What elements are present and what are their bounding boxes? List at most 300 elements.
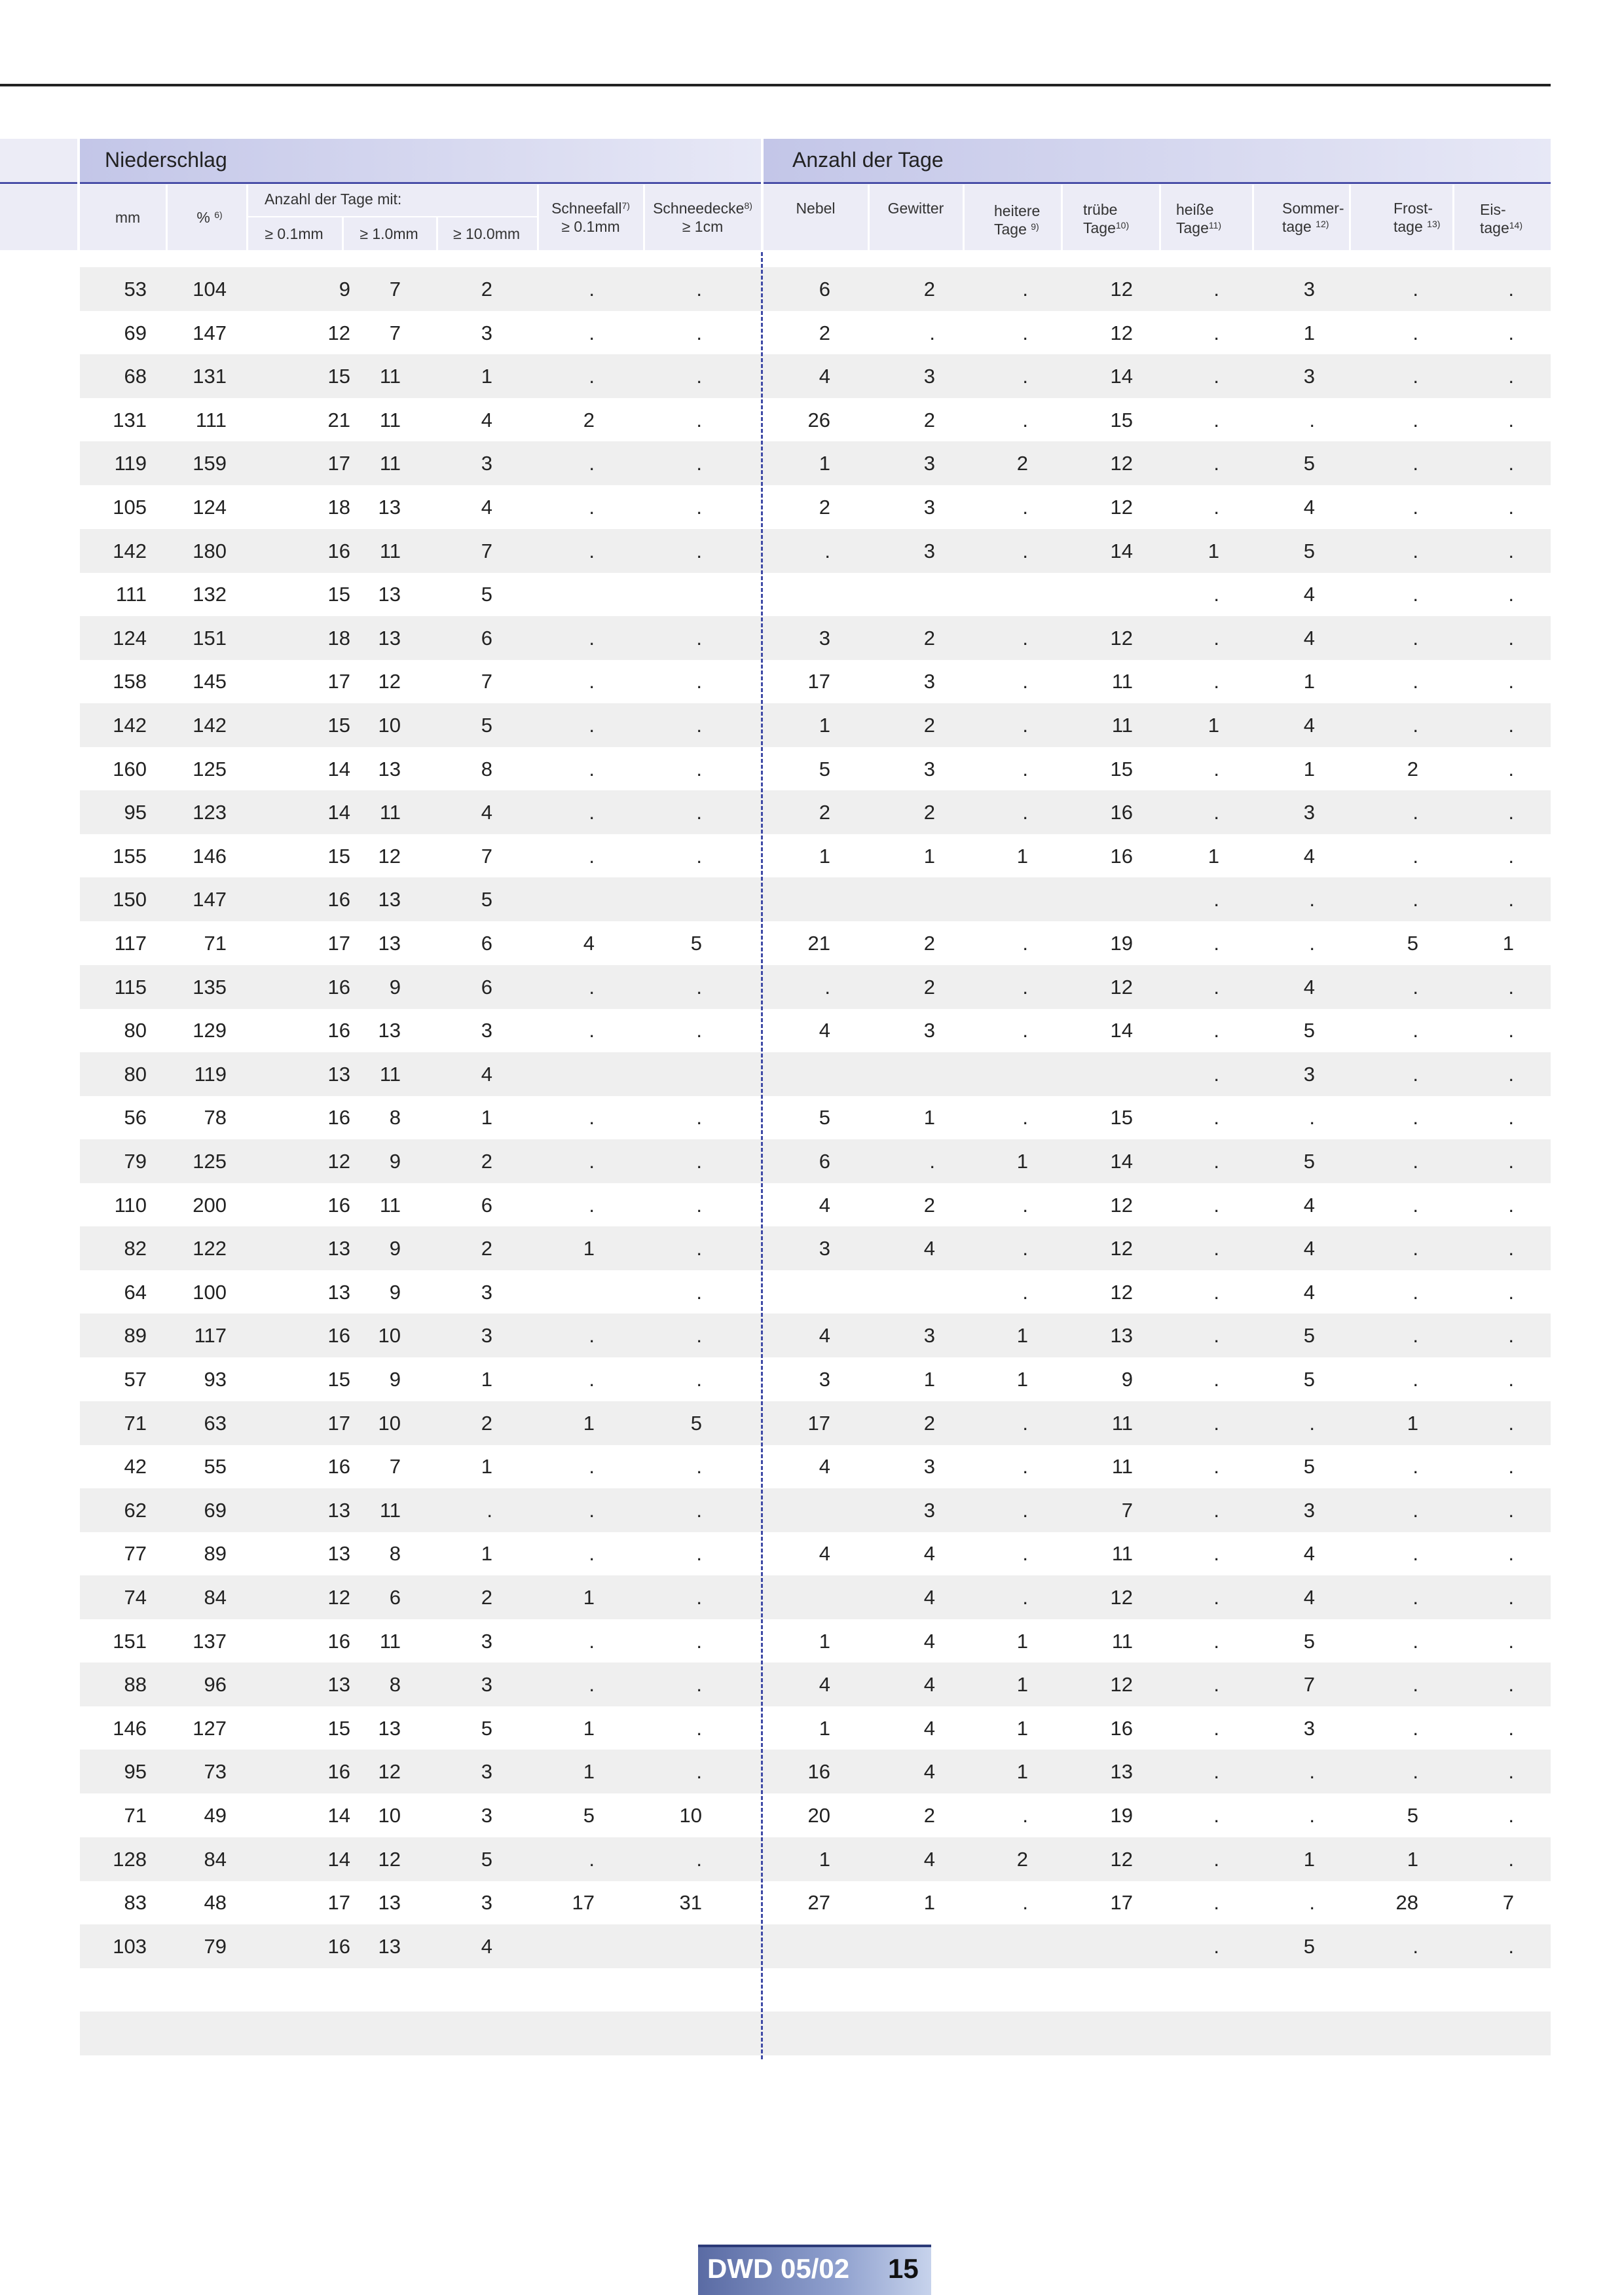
cell-ice-days: . [1508,975,1514,999]
cell-overcast-days: 19 [1110,1804,1133,1827]
cell-ge100: 1 [481,1455,492,1478]
cell-clear-days: . [1022,539,1028,562]
cell-summer-days: . [1309,1411,1315,1435]
table-row [80,703,1551,747]
cell-snowfall: . [589,452,595,475]
cell-ge01: 14 [327,1804,350,1827]
cell-snowcover: . [696,1716,702,1740]
cell-ge10: 7 [389,321,401,344]
cell-ge10: 10 [378,1804,401,1827]
cell-ge01: 13 [327,1498,350,1522]
cell-ice-days: . [1508,1324,1514,1348]
cell-clear-days: . [1022,1193,1028,1217]
cell-snowcover: 31 [679,1891,702,1915]
cell-clear-days: . [1022,1019,1028,1042]
cell-hot-days: . [1213,626,1219,650]
cell-overcast-days: 12 [1110,1193,1133,1217]
cell-snowfall: . [589,975,595,999]
cell-thunder: 1 [923,1891,935,1915]
table-row [80,659,1551,703]
cell-ge01: 12 [327,321,350,344]
col-separator [868,185,870,250]
cell-overcast-days: 12 [1110,496,1133,519]
cell-mm: 160 [113,757,147,780]
cell-summer-days: 3 [1303,1716,1315,1740]
cell-ge01: 13 [327,1673,350,1697]
cell-ice-days: . [1508,583,1514,606]
precip-header-rule [80,182,761,184]
footer-rule [698,2245,931,2247]
cell-ge10: 12 [378,1760,401,1784]
cell-frost-days: . [1412,1106,1418,1129]
cell-percent: 117 [194,1324,227,1348]
cell-mm: 64 [124,1280,147,1304]
cell-thunder: 2 [923,714,935,737]
col-header-percent: % $^{6)}$ [196,209,223,226]
cell-mm: 68 [124,365,147,388]
cell-ge10: 11 [379,801,401,824]
cell-hot-days: . [1213,888,1219,911]
cell-fog: 4 [819,1324,830,1348]
cell-summer-days: . [1309,408,1315,431]
cell-frost-days: . [1412,1629,1418,1653]
cell-thunder: 2 [923,408,935,431]
cell-ge100: 4 [481,801,492,824]
cell-snowfall: . [589,626,595,650]
cell-clear-days: . [1022,1498,1028,1522]
table-row [80,1008,1551,1052]
col-header-ice-days: Eis- tage$^{14)}$ [1480,201,1522,236]
cell-snowfall: . [589,278,595,301]
cell-fog: . [824,539,830,562]
cell-ge100: 3 [481,1324,492,1348]
cell-overcast-days: 12 [1110,626,1133,650]
col-header-snowcover: Schneedecke$^{8)}$ ≥ 1cm [653,200,752,235]
table-row [80,1968,1551,2011]
cell-thunder: 3 [923,670,935,693]
cell-thunder: . [929,321,935,344]
cell-summer-days: 5 [1303,1455,1315,1478]
cell-snowcover: . [696,1280,702,1304]
cell-thunder: 2 [923,1804,935,1827]
cell-frost-days: 5 [1407,932,1418,955]
cell-overcast-days: 16 [1110,1716,1133,1740]
cell-snowcover: . [696,539,702,562]
cell-snowfall: . [589,844,595,868]
table-row [80,1706,1551,1750]
cell-mm: 115 [114,975,147,999]
cell-ge100: 3 [481,1891,492,1915]
cell-ge01: 16 [327,539,350,562]
cell-percent: 200 [193,1193,227,1217]
cell-ge10: 13 [378,1019,401,1042]
cell-clear-days: . [1022,321,1028,344]
cell-ice-days: . [1508,1280,1514,1304]
cell-hot-days: . [1213,1891,1219,1915]
cell-percent: 125 [193,757,227,780]
cell-frost-days: . [1412,801,1418,824]
cell-mm: 95 [124,801,147,824]
cell-summer-days: 7 [1303,1673,1315,1697]
cell-clear-days: . [1022,626,1028,650]
cell-fog: 4 [819,1193,830,1217]
cell-hot-days: . [1213,1237,1219,1260]
table-row [80,1357,1551,1401]
col-header-ge01: ≥ 0.1mm [265,225,323,242]
table-row [80,790,1551,834]
cell-ice-days: . [1508,844,1514,868]
cell-fog: 3 [819,1237,830,1260]
cell-snowcover: . [696,1368,702,1391]
cell-ge100: 6 [481,975,492,999]
cell-hot-days: . [1213,1280,1219,1304]
cell-fog: 27 [807,1891,830,1915]
cell-ge10: 11 [379,365,401,388]
cell-ge100: 4 [481,1062,492,1086]
cell-ge10: 10 [378,1324,401,1348]
cell-fog: . [824,975,830,999]
cell-hot-days: . [1213,1193,1219,1217]
cell-mm: 124 [113,626,147,650]
cell-snowfall: . [589,1368,595,1391]
cell-ice-days: . [1508,1629,1514,1653]
cell-frost-days: . [1412,1324,1418,1348]
cell-ge01: 9 [339,278,350,301]
cell-fog: 2 [819,496,830,519]
cell-snowcover: . [696,452,702,475]
cell-snowfall: . [589,1455,595,1478]
cell-ge01: 13 [327,1062,350,1086]
cell-ge01: 17 [327,1411,350,1435]
cell-snowfall: . [589,539,595,562]
cell-ice-days: . [1508,1542,1514,1566]
cell-thunder: 2 [923,278,935,301]
cell-snowfall: . [589,670,595,693]
cell-ice-days: . [1508,1716,1514,1740]
cell-ge100: 3 [481,1804,492,1827]
cell-fog: 1 [819,1716,830,1740]
cell-frost-days: 1 [1407,1847,1418,1871]
cell-overcast-days: 13 [1110,1324,1133,1348]
cell-ice-days [80,1968,1514,2011]
cell-snowcover: . [696,365,702,388]
cell-ge01: 12 [327,1586,350,1609]
cell-clear-days: . [1022,1411,1028,1435]
cell-snowfall: 17 [572,1891,595,1915]
cell-hot-days: . [1213,496,1219,519]
cell-ge10: 12 [378,1847,401,1871]
table-row [80,834,1551,878]
table-row [80,1619,1551,1663]
cell-frost-days: . [1412,1280,1418,1304]
cell-overcast-days: 15 [1110,1106,1133,1129]
cell-frost-days: . [1412,670,1418,693]
cell-snowfall: . [589,1673,595,1697]
col-header-clear-days: heitere Tage $^{9)}$ [994,202,1041,238]
cell-snowcover: . [696,1586,702,1609]
cell-ge10: 7 [389,1455,401,1478]
cell-overcast-days: 11 [1111,714,1133,737]
cell-ge100: 5 [481,1716,492,1740]
cell-snowfall: . [589,496,595,519]
cell-percent: 137 [193,1629,227,1653]
cell-fog: 4 [819,1542,830,1566]
cell-percent: 84 [204,1847,227,1871]
cell-clear-days: 1 [1016,844,1028,868]
cell-percent: 48 [204,1891,227,1915]
cell-ge10: 10 [378,1411,401,1435]
cell-summer-days: 4 [1303,496,1315,519]
cell-snowfall: . [589,1324,595,1348]
cell-ge10: 11 [379,452,401,475]
cell-ice-days: . [1508,801,1514,824]
table-row [80,267,1551,311]
table-row [80,311,1551,355]
cell-hot-days: . [1213,1586,1219,1609]
cell-ge01: 14 [327,757,350,780]
cell-snowcover: . [696,1237,702,1260]
cell-hot-days: . [1213,1106,1219,1129]
cell-percent: 93 [204,1368,227,1391]
page-number: 15 [888,2253,919,2284]
table-row [80,572,1551,616]
cell-overcast-days: 12 [1110,452,1133,475]
cell-hot-days: . [1213,932,1219,955]
cell-thunder: 3 [923,496,935,519]
cell-snowcover: 5 [690,932,702,955]
cell-ge10: 11 [379,539,401,562]
cell-ge01: 14 [327,1847,350,1871]
cell-overcast-days: 15 [1110,408,1133,431]
cell-clear-days: . [1022,1106,1028,1129]
cell-ge01: 16 [327,1629,350,1653]
cell-ge01: 18 [327,496,350,519]
table-row [80,485,1551,529]
cell-mm: 150 [113,888,147,911]
cell-ge10: 9 [389,1280,401,1304]
cell-overcast-days: 12 [1110,1673,1133,1697]
cell-clear-days: 1 [1016,1324,1028,1348]
cell-ge01: 15 [327,365,350,388]
cell-overcast-days: 12 [1110,1847,1133,1871]
cell-overcast-days: 12 [1110,321,1133,344]
cell-ge01: 16 [327,1760,350,1784]
cell-summer-days: 4 [1303,1280,1315,1304]
cell-mm: 110 [114,1193,147,1217]
table-row [80,1095,1551,1139]
cell-ge100: 6 [481,932,492,955]
cell-frost-days: . [1412,1760,1418,1784]
cell-summer-days: 4 [1303,714,1315,737]
cell-ice-days: 1 [1502,932,1514,955]
cell-ice-days: . [1508,714,1514,737]
cell-summer-days: . [1309,1106,1315,1129]
cell-snowcover: . [696,844,702,868]
cell-snowcover: . [696,801,702,824]
cell-fog: 1 [819,844,830,868]
cell-clear-days: 1 [1016,1368,1028,1391]
cell-ge01: 15 [327,714,350,737]
cell-ice-days: . [1508,1847,1514,1871]
cell-overcast-days: 19 [1110,932,1133,955]
cell-summer-days: 1 [1303,670,1315,693]
cell-ice-days: . [1508,757,1514,780]
days-with-rule [246,216,537,217]
cell-ice-days: . [1508,539,1514,562]
cell-hot-days: . [1213,1847,1219,1871]
cell-percent: 180 [193,539,227,562]
cell-snowfall: . [589,1498,595,1522]
cell-hot-days: . [1213,1934,1219,1958]
cell-mm: 79 [124,1150,147,1173]
cell-fog: 21 [807,932,830,955]
cell-summer-days: 5 [1303,1324,1315,1348]
table-row [80,2011,1551,2055]
cell-ge10: 13 [378,932,401,955]
cell-thunder: 3 [923,1455,935,1478]
cell-ge10: 11 [379,1498,401,1522]
cell-ge10: 10 [378,714,401,737]
cell-ge01: 21 [327,408,350,431]
cell-ge100: 2 [481,1411,492,1435]
cell-ge10: 12 [378,844,401,868]
cell-percent: 129 [193,1019,227,1042]
precip-section-title: Niederschlag [105,148,227,172]
cell-ge100: 8 [481,757,492,780]
cell-summer-days: 1 [1303,321,1315,344]
cell-ge100: 5 [481,583,492,606]
cell-ge100: 3 [481,321,492,344]
cell-overcast-days: 14 [1110,1019,1133,1042]
cell-overcast-days: 11 [1111,1411,1133,1435]
cell-frost-days: . [1412,844,1418,868]
cell-ge100: 2 [481,1586,492,1609]
cell-thunder: 4 [923,1586,935,1609]
cell-snowfall: . [589,1193,595,1217]
cell-overcast-days: 11 [1111,670,1133,693]
cell-ice-days: . [1508,1019,1514,1042]
cell-ice-days: . [1508,670,1514,693]
cell-fog: 4 [819,365,830,388]
cell-ge10: 13 [378,1934,401,1958]
cell-ice-days: . [1508,278,1514,301]
cell-mm: 80 [124,1062,147,1086]
cell-mm: 77 [124,1542,147,1566]
cell-ice-days: . [1508,1106,1514,1129]
footer-label: DWD 05/02 [707,2253,850,2284]
cell-fog: 1 [819,714,830,737]
cell-thunder: 2 [923,1411,935,1435]
cell-ice-days: . [1508,1237,1514,1260]
cell-ge10: 11 [379,1062,401,1086]
cell-frost-days: . [1412,1455,1418,1478]
cell-ice-days: . [1508,626,1514,650]
cell-ge01: 16 [327,1019,350,1042]
cell-fog: 5 [819,1106,830,1129]
cell-percent: 73 [204,1760,227,1784]
cell-ge100: 2 [481,1150,492,1173]
cell-ice-days: . [1508,1455,1514,1478]
col-header-hot-days: heiße Tage$^{11)}$ [1176,201,1222,236]
cell-fog: 5 [819,757,830,780]
table-row [80,1793,1551,1837]
cell-fog: 4 [819,1455,830,1478]
cell-ge01: 16 [327,1106,350,1129]
cell-ge10: 8 [389,1106,401,1129]
cell-ice-days: . [1508,1368,1514,1391]
cell-mm: 155 [113,844,147,868]
cell-summer-days: 4 [1303,1237,1315,1260]
cell-mm: 57 [124,1368,147,1391]
cell-percent: 127 [193,1716,227,1740]
table-row [80,398,1551,442]
cell-frost-days: . [1412,1237,1418,1260]
cell-ice-days: . [1508,1193,1514,1217]
cell-ge100: 5 [481,714,492,737]
cell-thunder: 2 [923,1193,935,1217]
cell-ge01: 17 [327,670,350,693]
cell-summer-days: 4 [1303,844,1315,868]
cell-ge100: 4 [481,496,492,519]
cell-summer-days: 5 [1303,1629,1315,1653]
cell-snowfall: . [589,1629,595,1653]
cell-overcast-days: 14 [1110,365,1133,388]
col-header-ge10: ≥ 1.0mm [360,225,418,242]
cell-frost-days: . [1412,1934,1418,1958]
cell-summer-days: 1 [1303,1847,1315,1871]
cell-ge01: 16 [327,1934,350,1958]
cell-frost-days: . [1412,278,1418,301]
cell-ge10: 12 [378,670,401,693]
cell-ge100: 6 [481,626,492,650]
cell-snowfall: . [589,1150,595,1173]
cell-hot-days: . [1213,1455,1219,1478]
cell-thunder: 2 [923,975,935,999]
cell-overcast-days: 16 [1110,801,1133,824]
cell-snowcover: . [696,757,702,780]
cell-frost-days: . [1412,1193,1418,1217]
cell-summer-days: 1 [1303,757,1315,780]
cell-ge10: 11 [379,408,401,431]
cell-snowfall: . [589,1847,595,1871]
table-row [80,616,1551,660]
cell-ice-days: . [1508,1673,1514,1697]
cell-overcast-days: 7 [1121,1498,1133,1522]
cell-ge01: 16 [327,1324,350,1348]
cell-fog: 1 [819,1847,830,1871]
cell-fog: 6 [819,1150,830,1173]
cell-hot-days: . [1213,1062,1219,1086]
table-row [80,1139,1551,1183]
cell-hot-days: . [1213,1716,1219,1740]
table-row [80,1662,1551,1706]
cell-clear-days: 2 [1016,1847,1028,1871]
cell-overcast-days: 12 [1110,1586,1133,1609]
cell-ge10: 9 [389,1150,401,1173]
cell-clear-days: . [1022,932,1028,955]
cell-clear-days: 1 [1016,1760,1028,1784]
cell-clear-days: . [1022,1542,1028,1566]
cell-frost-days: . [1412,975,1418,999]
cell-hot-days: . [1213,975,1219,999]
cell-percent: 145 [193,670,227,693]
cell-thunder: 2 [923,626,935,650]
cell-percent: 125 [193,1150,227,1173]
cell-ge100: 3 [481,1629,492,1653]
cell-summer-days: . [1309,1804,1315,1827]
table-row [80,1750,1551,1793]
cell-frost-days: . [1412,714,1418,737]
